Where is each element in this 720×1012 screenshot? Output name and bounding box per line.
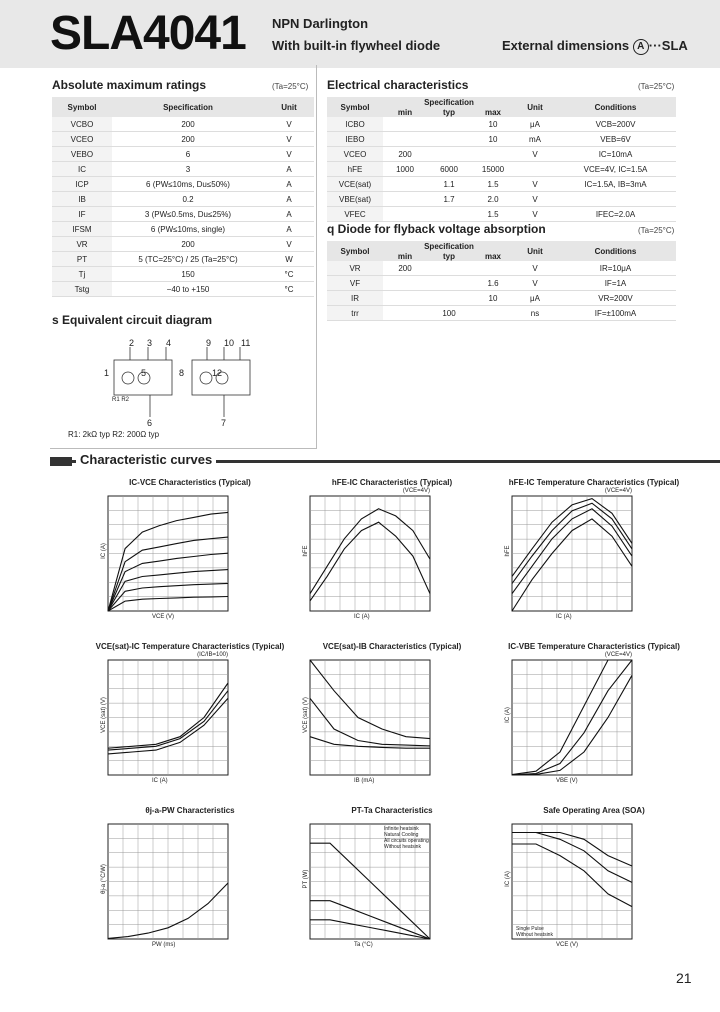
abs-cell: V xyxy=(264,132,314,147)
chart-panel xyxy=(494,478,694,628)
table-row xyxy=(52,192,314,207)
abs-cell: V xyxy=(264,117,314,132)
chart-panel xyxy=(292,806,492,956)
table-row xyxy=(327,291,676,306)
chart-title: VCE(sat)-IC Temperature Characteristics (Typical) xyxy=(95,642,285,651)
diode-table xyxy=(327,241,676,321)
elec-cell: V xyxy=(515,192,555,207)
chart-panel xyxy=(90,806,290,956)
abs-cell: A xyxy=(264,177,314,192)
elec-table xyxy=(327,97,676,222)
elec-cell: 1.5 xyxy=(471,207,515,222)
abs-cell: °C xyxy=(264,267,314,282)
x-axis-label: VCE (V) xyxy=(152,614,175,620)
chart-panel xyxy=(292,478,492,628)
abs-cell: 3 (PW≤0.5ms, Du≤25%) xyxy=(112,207,264,222)
pin-label: 1 xyxy=(104,368,110,378)
x-axis-label: VBE (V) xyxy=(556,778,578,784)
external-dimensions: External dimensions A ···SLA xyxy=(502,38,688,53)
abs-cell: A xyxy=(264,207,314,222)
table-row xyxy=(52,237,314,252)
legend-entry: Without heatsink xyxy=(516,932,553,938)
elec-cell xyxy=(427,132,471,147)
pin-label: 2 xyxy=(129,338,135,348)
legend-entry: All circuits operating xyxy=(384,838,429,844)
abs-header-0: Symbol xyxy=(52,97,112,117)
diode-subheader: typ xyxy=(427,251,471,261)
table-row xyxy=(327,132,676,147)
elec-cell: 1.5 xyxy=(471,177,515,192)
elec-title: Electrical characteristics xyxy=(327,78,469,92)
abs-max-table xyxy=(52,97,314,297)
abs-cell: IF xyxy=(52,207,112,222)
abs-cell: IFSM xyxy=(52,222,112,237)
elec-cell: mA xyxy=(515,132,555,147)
elec-cell: VCEO xyxy=(327,147,383,162)
abs-cell: ICP xyxy=(52,177,112,192)
diode-header-spec: Specification xyxy=(383,241,515,251)
elec-cell: 6000 xyxy=(427,162,471,177)
chart-title: Safe Operating Area (SOA) xyxy=(543,806,645,815)
abs-cond: (Ta=25°C) xyxy=(272,82,309,91)
x-axis-label: PW (ms) xyxy=(152,942,176,948)
table-row xyxy=(327,177,676,192)
elec-header-spec: Specification xyxy=(383,97,515,107)
elec-header-unit: Unit xyxy=(515,97,555,117)
elec-cell: V xyxy=(515,207,555,222)
diode-subheader: min xyxy=(383,251,427,261)
diode-header-symbol: Symbol xyxy=(327,241,383,261)
table-row xyxy=(52,207,314,222)
abs-cell: A xyxy=(264,222,314,237)
table-row xyxy=(52,252,314,267)
chart-title: hFE-IC Temperature Characteristics (Typical) xyxy=(508,478,680,487)
elec-cell: IFEC=2.0A xyxy=(555,207,676,222)
legend-entry: Natural Cooling xyxy=(384,832,419,838)
y-axis-label: IC (A) xyxy=(505,871,511,887)
abs-cell: 200 xyxy=(112,132,264,147)
abs-cell: 200 xyxy=(112,117,264,132)
elec-subheader: min xyxy=(383,107,427,117)
elec-cell: 15000 xyxy=(471,162,515,177)
abs-cell: A xyxy=(264,162,314,177)
elec-cell xyxy=(427,207,471,222)
y-axis-label: IC (A) xyxy=(101,543,107,559)
chart-panel xyxy=(90,642,290,792)
elec-cell: hFE xyxy=(327,162,383,177)
elec-cell xyxy=(471,147,515,162)
abs-cell: VCBO xyxy=(52,117,112,132)
table-row xyxy=(327,147,676,162)
pin-label: 6 xyxy=(147,418,153,428)
chart-title: VCE(sat)-IB Characteristics (Typical) xyxy=(322,642,462,651)
table-row xyxy=(52,132,314,147)
y-axis-label: hFE xyxy=(505,545,511,557)
elec-cell: IEBO xyxy=(327,132,383,147)
abs-cell: 5 (TC=25°C) / 25 (Ta=25°C) xyxy=(112,252,264,267)
diode-cell: IR=10μA xyxy=(555,261,676,276)
y-axis-label: θj-a (°C/W) xyxy=(101,864,107,894)
legend-entry: Without heatsink xyxy=(384,844,421,850)
abs-cell: PT xyxy=(52,252,112,267)
elec-cond: (Ta=25°C) xyxy=(638,82,675,91)
abs-cell: A xyxy=(264,192,314,207)
abs-cell: 200 xyxy=(112,237,264,252)
table-row xyxy=(327,276,676,291)
chart-title: PT-Ta Characteristics xyxy=(351,806,433,815)
table-row xyxy=(52,177,314,192)
resistor-note: R1: 2kΩ typ R2: 200Ω typ xyxy=(68,430,160,439)
table-row xyxy=(52,282,314,297)
section-marker-icon xyxy=(50,457,72,466)
abs-cell: 3 xyxy=(112,162,264,177)
y-axis-label: PT (W) xyxy=(303,869,309,889)
diode-cell: VR xyxy=(327,261,383,276)
table-row xyxy=(52,162,314,177)
elec-header-cond: Conditions xyxy=(555,97,676,117)
diode-cell: 200 xyxy=(383,261,427,276)
abs-cell: 6 (PW≤10ms, Du≤50%) xyxy=(112,177,264,192)
elec-cell: VEB=6V xyxy=(555,132,676,147)
diode-cell: IF=±100mA xyxy=(555,306,676,321)
pin-label: 5 xyxy=(141,368,147,378)
table-row xyxy=(327,261,676,276)
diode-subheader: max xyxy=(471,251,515,261)
abs-header-2: Unit xyxy=(264,97,314,117)
abs-cell: VEBO xyxy=(52,147,112,162)
diode-cell: VF xyxy=(327,276,383,291)
diode-cell xyxy=(427,276,471,291)
part-number: SLA4041 xyxy=(50,7,246,60)
chart-panel xyxy=(494,642,694,792)
elec-cell xyxy=(515,162,555,177)
elec-cell xyxy=(383,207,427,222)
chart-condition: (VCE=4V) xyxy=(604,652,632,658)
y-axis-label: VCE (sat) (V) xyxy=(303,697,309,733)
table-row xyxy=(52,267,314,282)
diode-cell: 100 xyxy=(427,306,471,321)
legend-entry: Infinite heatsink xyxy=(384,826,419,832)
abs-cell: 6 xyxy=(112,147,264,162)
abs-cell: V xyxy=(264,147,314,162)
elec-cell: 10 xyxy=(471,132,515,147)
chart-title: IC-VBE Temperature Characteristics (Typical) xyxy=(508,642,680,651)
elec-cell xyxy=(555,192,676,207)
diode-cell: 10 xyxy=(471,291,515,306)
diode-cell: μA xyxy=(515,291,555,306)
pin-label: 3 xyxy=(147,338,153,348)
diode-header-unit: Unit xyxy=(515,241,555,261)
diode-header-cond: Conditions xyxy=(555,241,676,261)
chart-svg xyxy=(90,478,290,628)
chart-title: hFE-IC Characteristics (Typical) xyxy=(331,478,453,487)
diode-header-row xyxy=(327,241,676,251)
table-row xyxy=(327,162,676,177)
elec-cell xyxy=(427,117,471,132)
elec-cell xyxy=(383,132,427,147)
elec-cell: VBE(sat) xyxy=(327,192,383,207)
table-row xyxy=(327,306,676,321)
elec-cell xyxy=(383,117,427,132)
device-type: NPN Darlington xyxy=(272,16,369,31)
chart-svg xyxy=(90,642,290,792)
elec-cell: IC=1.5A, IB=3mA xyxy=(555,177,676,192)
elec-cell: VCE(sat) xyxy=(327,177,383,192)
page-number: 21 xyxy=(676,970,692,986)
chart-panel xyxy=(90,478,290,628)
abs-cell: VR xyxy=(52,237,112,252)
characteristic-curves-header: Characteristic curves xyxy=(50,452,720,468)
abs-cell: Tstg xyxy=(52,282,112,297)
y-axis-label: IC (A) xyxy=(505,707,511,723)
abs-cell: 6 (PW≤10ms, single) xyxy=(112,222,264,237)
diode-cell: IR xyxy=(327,291,383,306)
diode-cell xyxy=(383,291,427,306)
equivalent-circuit-diagram xyxy=(100,345,260,425)
elec-header-row xyxy=(327,97,676,107)
elec-cell: μA xyxy=(515,117,555,132)
table-row xyxy=(327,117,676,132)
y-axis-label: VCE (sat) (V) xyxy=(101,697,107,733)
abs-cell: −40 to +150 xyxy=(112,282,264,297)
pin-label: 7 xyxy=(221,418,227,428)
pin-label: 11 xyxy=(241,338,251,348)
pin-label: 8 xyxy=(179,368,185,378)
abs-cell: IC xyxy=(52,162,112,177)
abs-cell: IB xyxy=(52,192,112,207)
chart-condition: (VCE=4V) xyxy=(402,488,430,494)
x-axis-label: Ta (°C) xyxy=(354,942,373,948)
chart-svg xyxy=(494,642,694,792)
abs-cell: °C xyxy=(264,282,314,297)
x-axis-label: IC (A) xyxy=(152,778,168,784)
elec-cell: 1.1 xyxy=(427,177,471,192)
elec-cell: VCE=4V, IC=1.5A xyxy=(555,162,676,177)
package-circle-icon: A xyxy=(633,39,649,55)
chart-condition: (VCE=4V) xyxy=(604,488,632,494)
abs-cell: W xyxy=(264,252,314,267)
pin-label: 4 xyxy=(166,338,172,348)
elec-cell: 2.0 xyxy=(471,192,515,207)
chart-svg xyxy=(292,642,492,792)
table-row xyxy=(52,117,314,132)
x-axis-label: IB (mA) xyxy=(354,778,375,784)
diode-cell xyxy=(427,291,471,306)
y-axis-label: hFE xyxy=(303,545,309,557)
elec-cell: 1000 xyxy=(383,162,427,177)
chart-condition: (IC/IB=100) xyxy=(197,652,228,658)
chart-svg xyxy=(494,478,694,628)
chart-panel xyxy=(292,642,492,792)
table-row xyxy=(327,207,676,222)
legend-entry: Single Pulse xyxy=(516,926,544,932)
pin-label: 12 xyxy=(212,368,223,378)
diode-cell: trr xyxy=(327,306,383,321)
diode-cell: ns xyxy=(515,306,555,321)
diode-cell xyxy=(471,261,515,276)
elec-cell: 1.7 xyxy=(427,192,471,207)
diode-cell: V xyxy=(515,261,555,276)
abs-cell: 0.2 xyxy=(112,192,264,207)
elec-subheader: max xyxy=(471,107,515,117)
elec-cell: 200 xyxy=(383,147,427,162)
elec-cell xyxy=(383,177,427,192)
chart-panel xyxy=(494,806,694,956)
elec-cell: IC=10mA xyxy=(555,147,676,162)
elec-cell: V xyxy=(515,177,555,192)
chart-title: θj-a-PW Characteristics xyxy=(145,806,235,815)
abs-cell: 150 xyxy=(112,267,264,282)
elec-cell: VCB=200V xyxy=(555,117,676,132)
abs-cell: Tj xyxy=(52,267,112,282)
abs-cell: V xyxy=(264,237,314,252)
abs-header-row xyxy=(52,97,314,117)
diode-cell xyxy=(427,261,471,276)
table-row xyxy=(52,222,314,237)
elec-header-symbol: Symbol xyxy=(327,97,383,117)
diode-cell: VR=200V xyxy=(555,291,676,306)
elec-cell: VFEC xyxy=(327,207,383,222)
diode-cell: 1.6 xyxy=(471,276,515,291)
elec-cell: ICBO xyxy=(327,117,383,132)
x-axis-label: VCE (V) xyxy=(556,942,579,948)
elec-cell xyxy=(383,192,427,207)
device-feature: With built-in flywheel diode xyxy=(272,38,441,53)
abs-cell: VCEO xyxy=(52,132,112,147)
elec-cell xyxy=(427,147,471,162)
x-axis-label: IC (A) xyxy=(556,614,572,620)
elec-cell: V xyxy=(515,147,555,162)
diode-cell: V xyxy=(515,276,555,291)
diode-cell xyxy=(471,306,515,321)
diode-cell xyxy=(383,306,427,321)
elec-subheader: typ xyxy=(427,107,471,117)
chart-title: IC-VCE Characteristics (Typical) xyxy=(129,478,251,487)
chart-legend xyxy=(516,926,553,938)
abs-header-1: Specification xyxy=(112,97,264,117)
abs-title: Absolute maximum ratings xyxy=(52,78,207,92)
chart-svg xyxy=(292,478,492,628)
x-axis-label: IC (A) xyxy=(354,614,370,620)
table-row xyxy=(52,147,314,162)
pin-label: 10 xyxy=(224,338,235,348)
equiv-title: s Equivalent circuit diagram xyxy=(52,313,213,327)
elec-cell: 10 xyxy=(471,117,515,132)
chart-svg xyxy=(90,806,290,956)
diode-cond: (Ta=25°C) xyxy=(638,226,675,235)
diode-cell xyxy=(383,276,427,291)
pin-label: 9 xyxy=(206,338,212,348)
diode-title: q Diode for flyback voltage absorption xyxy=(327,222,546,236)
diode-cell: IF=1A xyxy=(555,276,676,291)
resistor-labels: R1 R2 xyxy=(112,397,130,403)
table-row xyxy=(327,192,676,207)
chart-legend xyxy=(384,826,429,850)
